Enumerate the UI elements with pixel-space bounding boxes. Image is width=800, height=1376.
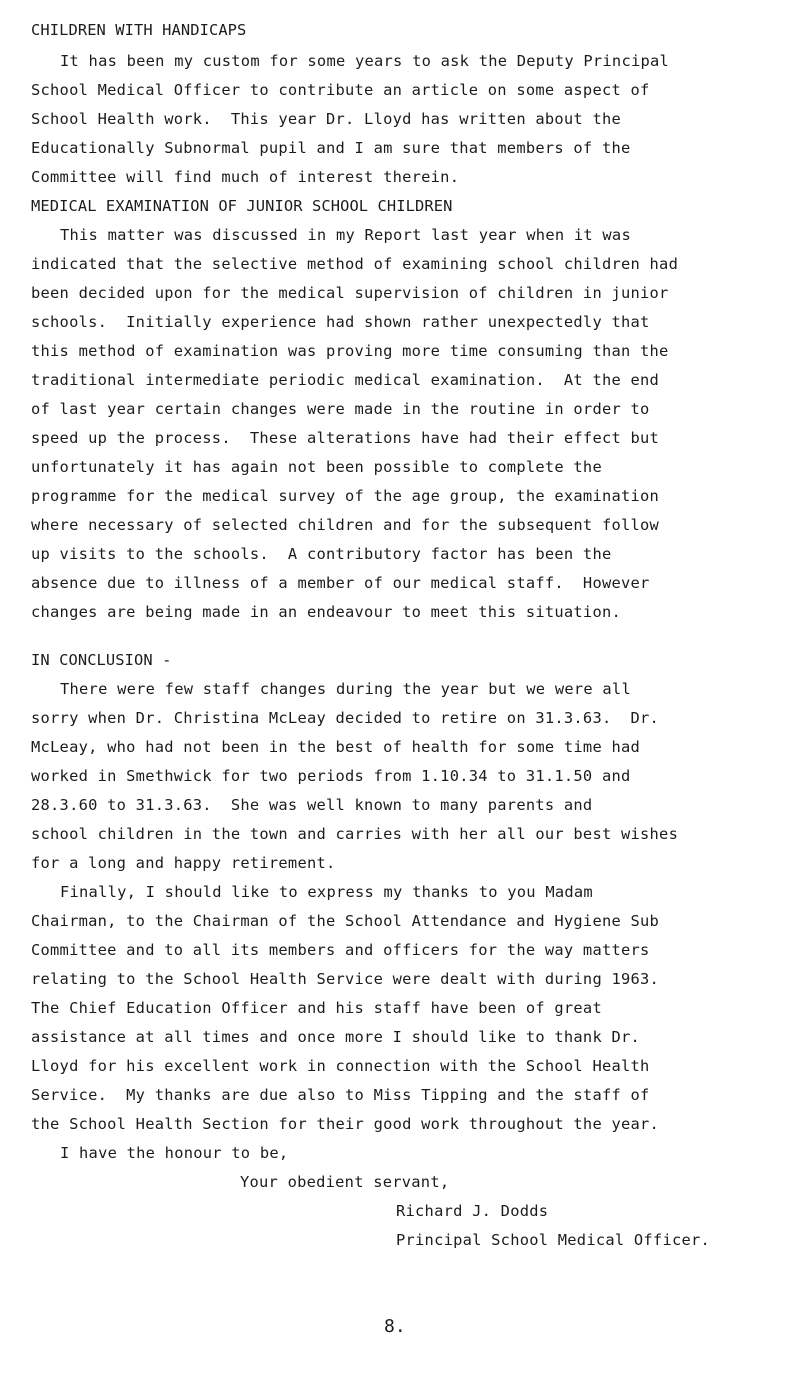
paragraph-line: worked in Smethwick for two periods from 1.10.34 to 31.1.50 and (31, 767, 631, 785)
signatory-name: Richard J. Dodds (396, 1202, 549, 1220)
paragraph-line: 28.3.60 to 31.3.63. She was well known to many parents and (31, 796, 593, 814)
paragraph-line: Chairman, to the Chairman of the School Attendance and Hygiene Sub (31, 912, 660, 930)
section-heading-children-with-handicaps: CHILDREN WITH HANDICAPS (31, 21, 247, 39)
paragraph-line: McLeay, who had not been in the best of health for some time had (31, 738, 641, 756)
paragraph-line: unfortunately it has again not been possible to complete the (31, 458, 602, 476)
paragraph-line: up visits to the schools. A contributory factor has been the (31, 545, 612, 563)
paragraph-line: It has been my custom for some years to ask the Deputy Principal (60, 52, 670, 70)
paragraph-line: the School Health Section for their good work throughout the year. (31, 1115, 660, 1133)
paragraph-line: been decided upon for the medical supervision of children in junior (31, 284, 669, 302)
paragraph-line: The Chief Education Officer and his staff have been of great (31, 999, 602, 1017)
paragraph-line: School Health work. This year Dr. Lloyd has written about the (31, 110, 621, 128)
paragraph-line: traditional intermediate periodic medical examination. At the end (31, 371, 660, 389)
paragraph-line: relating to the School Health Service were dealt with during 1963. (31, 970, 660, 988)
closing-salutation: I have the honour to be, (60, 1144, 289, 1162)
section-heading-in-conclusion: IN CONCLUSION - (31, 651, 172, 669)
paragraph-line: sorry when Dr. Christina McLeay decided to retire on 31.3.63. Dr. (31, 709, 660, 727)
section-heading-medical-examination: MEDICAL EXAMINATION OF JUNIOR SCHOOL CHILDREN (31, 197, 453, 215)
paragraph-line: School Medical Officer to contribute an article on some aspect of (31, 81, 650, 99)
paragraph-line: programme for the medical survey of the age group, the examination (31, 487, 660, 505)
paragraph-line: Lloyd for his excellent work in connection with the School Health (31, 1057, 650, 1075)
paragraph-line: speed up the process. These alterations have had their effect but (31, 429, 660, 447)
paragraph-line: absence due to illness of a member of our medical staff. However (31, 574, 650, 592)
paragraph-line: assistance at all times and once more I should like to thank Dr. (31, 1028, 641, 1046)
paragraph-line: Committee will find much of interest therein. (31, 168, 460, 186)
paragraph-line: indicated that the selective method of examining school children had (31, 255, 679, 273)
paragraph-line: schools. Initially experience had shown rather unexpectedly that (31, 313, 650, 331)
paragraph-line: this method of examination was proving more time consuming than the (31, 342, 669, 360)
paragraph-line: Educationally Subnormal pupil and I am sure that members of the (31, 139, 631, 157)
paragraph-line: school children in the town and carries with her all our best wishes (31, 825, 679, 843)
paragraph-line: There were few staff changes during the year but we were all (60, 680, 631, 698)
signatory-title: Principal School Medical Officer. (396, 1231, 711, 1249)
paragraph-line: Committee and to all its members and officers for the way matters (31, 941, 650, 959)
paragraph-line: Service. My thanks are due also to Miss Tipping and the staff of (31, 1086, 650, 1104)
paragraph-line: of last year certain changes were made in the routine in order to (31, 400, 650, 418)
paragraph-line: changes are being made in an endeavour to meet this situation. (31, 603, 621, 621)
paragraph-line: Finally, I should like to express my thanks to you Madam (60, 883, 593, 901)
page-number: 8. (384, 1316, 406, 1337)
closing-valediction: Your obedient servant, (240, 1173, 450, 1191)
paragraph-line: for a long and happy retirement. (31, 854, 336, 872)
paragraph-line: This matter was discussed in my Report last year when it was (60, 226, 631, 244)
paragraph-line: where necessary of selected children and for the subsequent follow (31, 516, 660, 534)
